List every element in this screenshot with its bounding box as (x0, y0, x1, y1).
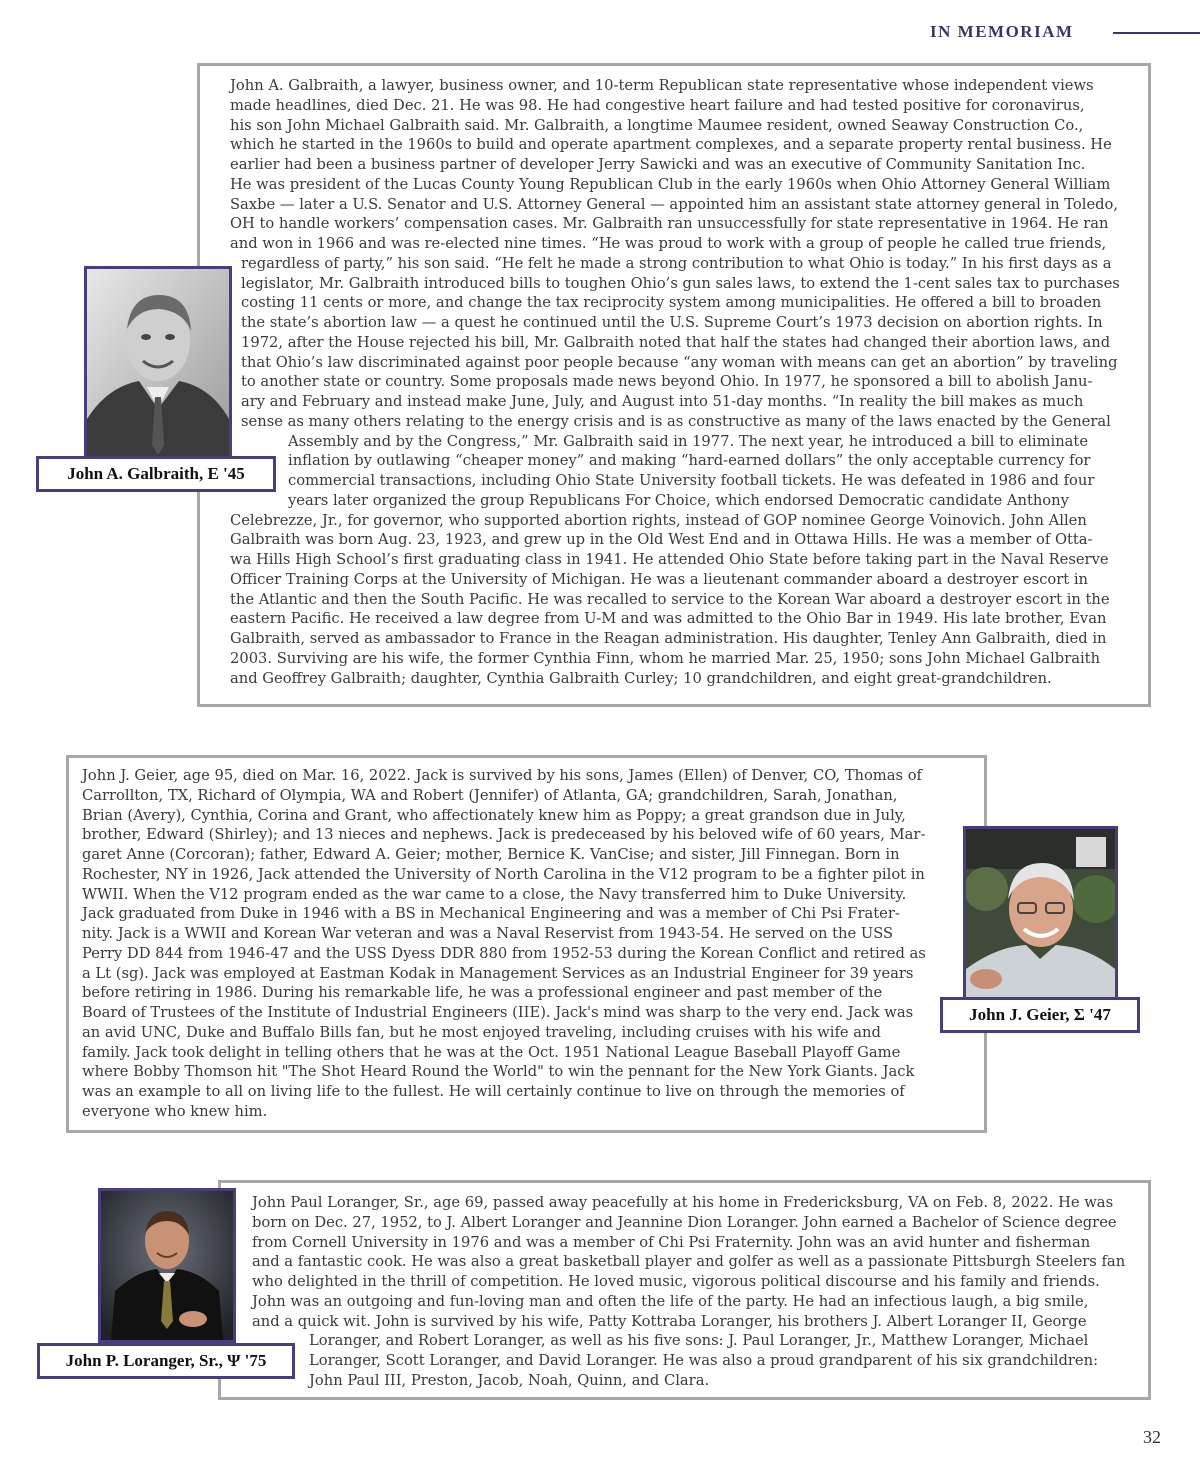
text-line: Officer Training Corps at the University of Michigan. He was a lieutenant commander aboard a destroyer escort in (230, 570, 1089, 588)
text-line: Assembly and by the Congress,” Mr. Galbraith said in 1977. The next year, he introduced a bill to eliminate (288, 432, 1089, 450)
portrait-geier-image (966, 829, 1115, 998)
obituary-text (230, 76, 1120, 688)
portrait-photo (98, 1188, 236, 1343)
text-line: Loranger, and Robert Loranger, as well as his five sons: J. Paul Loranger, Jr., Matthew Loranger, Michael (309, 1332, 1089, 1350)
text-line: commercial transactions, including Ohio State University football tickets. He was defeated in 1986 and four (288, 472, 1095, 489)
text-line: earlier had been a business partner of developer Jerry Sawicki and was an executive of Community Sanitation Inc. (230, 156, 1086, 173)
text-line: made headlines, died Dec. 21. He was 98. He had congestive heart failure and had tested positive for coronavirus, (230, 96, 1085, 114)
text-line: John A. Galbraith, a lawyer, business owner, and 10-term Republican state representative whose independent views (230, 77, 1094, 94)
text-line: that Ohio’s law discriminated against poor people because “any woman with means can get an abortion” by traveling (241, 353, 1118, 371)
text-line: 2003. Surviving are his wife, the former Cynthia Finn, whom he married Mar. 25, 1950; sons John Michael Galbraith (230, 649, 1101, 667)
section-header: IN MEMORIAM (930, 22, 1074, 41)
page-number: 32 (1143, 1427, 1161, 1447)
obituary-text (82, 766, 926, 1122)
text-line: Saxbe — later a U.S. Senator and U.S. Attorney General — appointed him an assistant state attorney general in Toledo, (230, 195, 1119, 213)
text-line: John was an outgoing and fun-loving man and often the life of the party. He had an infectious laugh, a big smile, (252, 1292, 1089, 1310)
text-line: wa Hills High School’s first graduating class in 1941. He attended Ohio State before taking part in the Naval Reserve (230, 551, 1109, 568)
text-line: Perry DD 844 from 1946-47 and the USS Dyess DDR 880 from 1952-53 during the Korean Conflict and retired as (82, 944, 926, 962)
text-line: inflation by outlawing “cheaper money” and making “hard-earned dollars” the only acceptable currency for (288, 452, 1091, 470)
text-line: the Atlantic and then the South Pacific. He was recalled to service to the Korean War aboard a destroyer escort in the (230, 590, 1110, 608)
portrait-photo (84, 266, 232, 462)
text-line: his son John Michael Galbraith said. Mr. Galbraith, a longtime Maumee resident, owned Seaway Construction Co., (230, 116, 1084, 134)
text-line: John J. Geier, age 95, died on Mar. 16, 2022. Jack is survived by his sons, James (Ellen) of Denver, CO, Thomas of (82, 767, 922, 784)
header-rule (1113, 32, 1200, 34)
text-line: and won in 1966 and was re-elected nine times. “He was proud to work with a group of people he called true friends, (230, 235, 1107, 252)
text-line: Galbraith was born Aug. 23, 1923, and grew up in the Old West End and in Ottawa Hills. He was a member of Otta- (230, 531, 1093, 549)
text-line: the state’s abortion law — a quest he continued until the U.S. Supreme Court’s 1973 decision on abortion rights. In (241, 314, 1103, 331)
text-line: legislator, Mr. Galbraith introduced bills to toughen Ohio’s gun sales laws, to extend the 1-cent sales tax to purchases (241, 274, 1120, 292)
text-line: and a fantastic cook. He was also a great basketball player and golfer as well as a passionate Pittsburgh Steelers fan (252, 1253, 1126, 1271)
text-line: garet Anne (Corcoran); father, Edward A. Geier; mother, Bernice K. VanCise; and sister, Jill Finnegan. Born in (82, 846, 900, 863)
text-line: who delighted in the thrill of competition. He loved music, vigorous political discourse and his family and friends. (252, 1273, 1100, 1290)
photo-caption: John A. Galbraith, E '45 (36, 456, 276, 492)
text-line: born on Dec. 27, 1952, to J. Albert Loranger and Jeannine Dion Loranger. John earned a Bachelor of Science degree (252, 1213, 1117, 1231)
text-line: Rochester, NY in 1926, Jack attended the University of North Carolina in the V12 program to be a fighter pilot in (82, 865, 925, 883)
text-line: from Cornell University in 1976 and was a member of Chi Psi Fraternity. John was an avid hunter and fisherman (252, 1233, 1091, 1251)
portrait-loranger-image (101, 1191, 233, 1340)
text-line: family. Jack took delight in telling others that he was at the Oct. 1951 National League Baseball Playoff Game (82, 1043, 901, 1061)
text-line: a Lt (sg). Jack was employed at Eastman Kodak in Management Services as an Industrial Engineer for 39 years (82, 964, 914, 982)
text-line: Board of Trustees of the Institute of Industrial Engineers (IIE). Jack's mind was sharp to the very end. Jack was (82, 1004, 914, 1021)
text-line: and a quick wit. John is survived by his wife, Patty Kottraba Loranger, his brothers J. Albert Loranger II, George (252, 1312, 1087, 1330)
text-line: Brian (Avery), Cynthia, Corina and Grant, who affectionately knew him as Poppy; a great grandson due in July, (82, 806, 906, 824)
text-line: which he started in the 1960s to build and operate apartment complexes, and a separate property rental business. He (230, 136, 1112, 154)
photo-caption: John J. Geier, Σ '47 (940, 997, 1140, 1033)
text-line: eastern Pacific. He received a law degree from U-M and was admitted to the Ohio Bar in 1949. His late brother, Evan (230, 610, 1107, 628)
text-line: before retiring in 1986. During his remarkable life, he was a professional engineer and past member of the (82, 984, 883, 1002)
text-line: OH to handle workers’ compensation cases. Mr. Galbraith ran unsuccessfully for state representative in 1964. He ran (230, 215, 1109, 233)
text-line: everyone who knew him. (82, 1102, 268, 1120)
text-line: and Geoffrey Galbraith; daughter, Cynthia Galbraith Curley; 10 grandchildren, and eight great-grandchildren. (230, 669, 1052, 687)
text-line: sense as many others relating to the energy crisis and is as constructive as many of the laws enacted by the General (241, 412, 1111, 430)
text-line: John Paul Loranger, Sr., age 69, passed away peacefully at his home in Fredericksburg, VA on Feb. 8, 2022. He was (252, 1194, 1114, 1211)
text-line: ary and February and instead make June, July, and August into 51-day months. “In reality the bill makes as much (241, 393, 1084, 410)
obituary-text (252, 1193, 1125, 1391)
text-line: years later organized the group Republicans For Choice, which endorsed Democratic candidate Anthony (288, 491, 1069, 509)
text-line: Jack graduated from Duke in 1946 with a BS in Mechanical Engineering and was a member of Chi Psi Frater- (82, 905, 900, 923)
text-line: He was president of the Lucas County Young Republican Club in the early 1960s when Ohio Attorney General William (230, 175, 1111, 193)
photo-caption: John P. Loranger, Sr., Ψ '75 (37, 1343, 295, 1379)
text-line: Carrollton, TX, Richard of Olympia, WA and Robert (Jennifer) of Atlanta, GA; grandchildren, Sarah, Jonathan, (82, 786, 898, 804)
portrait-galbraith-image (87, 269, 229, 459)
text-line: Loranger, Scott Loranger, and David Loranger. He was also a proud grandparent of his six grandchildren: (309, 1352, 1099, 1369)
text-line: Galbraith, served as ambassador to France in the Reagan administration. His daughter, Tenley Ann Galbraith, died in (230, 630, 1107, 647)
text-line: Celebrezze, Jr., for governor, who supported abortion rights, instead of GOP nominee George Voinovich. John Allen (230, 511, 1087, 529)
text-line: costing 11 cents or more, and change the tax reciprocity system among municipalities. He offered a bill to broaden (241, 294, 1102, 312)
text-line: 1972, after the House rejected his bill, Mr. Galbraith noted that half the states had changed their abortion laws, and (241, 333, 1111, 351)
text-line: where Bobby Thomson hit "The Shot Heard Round the World" to win the pennant for the New York Giants. Jack (82, 1063, 915, 1081)
text-line: to another state or country. Some proposals made news beyond Ohio. In 1977, he sponsored a bill to abolish Janu- (241, 373, 1093, 391)
text-line: an avid UNC, Duke and Buffalo Bills fan, but he most enjoyed traveling, including cruises with his wife and (82, 1023, 881, 1041)
text-line: John Paul III, Preston, Jacob, Noah, Quinn, and Clara. (309, 1371, 710, 1389)
text-line: brother, Edward (Shirley); and 13 nieces and nephews. Jack is predeceased by his beloved wife of 60 years, Mar- (82, 826, 926, 844)
text-line: was an example to all on living life to the fullest. He will certainly continue to live on through the memories of (82, 1083, 905, 1100)
text-line: WWII. When the V12 program ended as the war came to a close, the Navy transferred him to Duke University. (82, 885, 907, 903)
text-line: regardless of party,” his son said. “He felt he made a strong contribution to what Ohio is today.” In his first days as a (241, 254, 1112, 272)
portrait-photo (963, 826, 1118, 1001)
text-line: nity. Jack is a WWII and Korean War veteran and was a Naval Reservist from 1943-54. He served on the USS (82, 925, 894, 942)
